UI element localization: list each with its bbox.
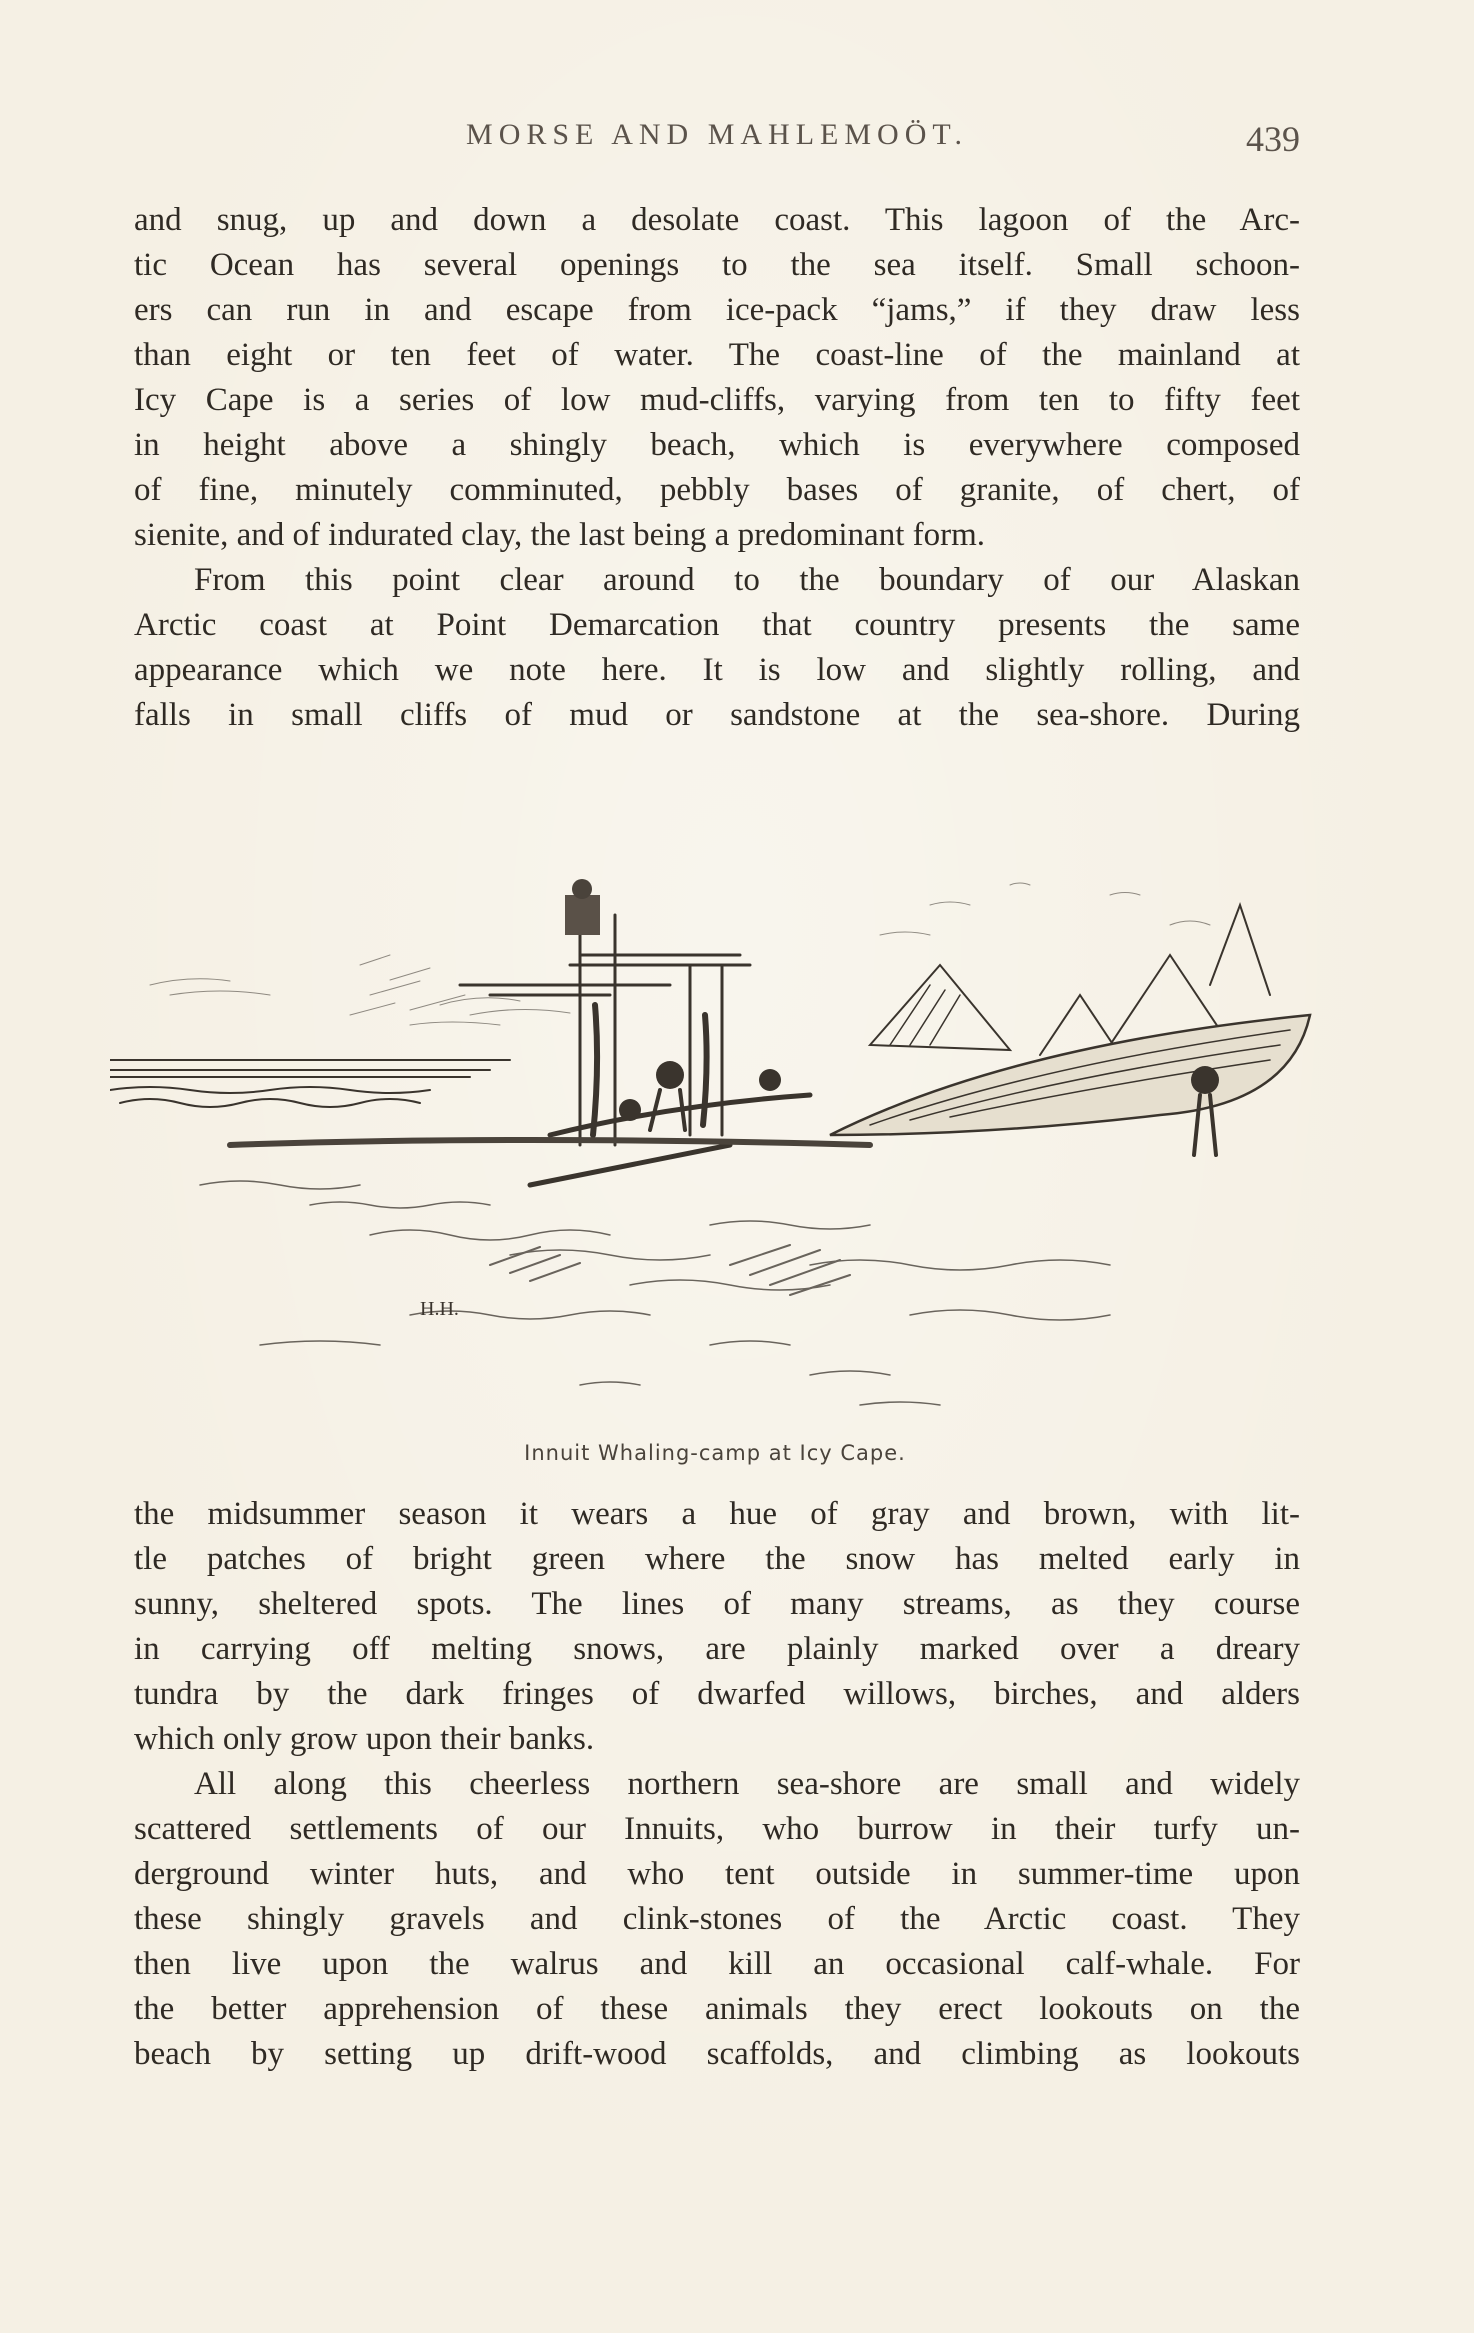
text-line: beach by setting up drift-wood scaffolds, and climbing as lookouts [134, 2036, 1300, 2072]
text-line: in carrying off melting snows, are plainly marked over a dreary [134, 1631, 1300, 1667]
text-line: derground winter huts, and who tent outside in summer-time upon [134, 1856, 1300, 1892]
text-line: and snug, up and down a desolate coast. This lagoon of the Arc- [134, 202, 1300, 238]
horizon-lines [110, 1060, 510, 1107]
text-line: Icy Cape is a series of low mud-cliffs, varying from ten to fifty feet [134, 382, 1300, 418]
shoreline [230, 1140, 870, 1145]
text-line: of fine, minutely comminuted, pebbly bases of granite, of chert, of [134, 472, 1300, 508]
text-line: tic Ocean has several openings to the sea itself. Small schoon- [134, 247, 1300, 283]
text-line: then live upon the walrus and kill an occasional calf-whale. For [134, 1946, 1300, 1982]
text-line: ers can run in and escape from ice-pack “jams,” if they draw less [134, 292, 1300, 328]
text-line: tundra by the dark fringes of dwarfed willows, birches, and alders [134, 1676, 1300, 1712]
bottom-paragraphs [134, 1492, 1300, 2077]
whaling-camp-illustration [110, 845, 1320, 1425]
top-paragraphs [134, 198, 1300, 738]
umiak-boat [830, 1015, 1310, 1135]
text-line: in height above a shingly beach, which is everywhere composed [134, 427, 1300, 463]
engraver-mark: H.H. [420, 1298, 459, 1320]
text-line: sunny, sheltered spots. The lines of many streams, as they course [134, 1586, 1300, 1622]
text-line: the midsummer season it wears a hue of gray and brown, with lit- [134, 1496, 1300, 1532]
text-line: All along this cheerless northern sea-shore are small and widely [194, 1766, 1300, 1802]
text-line: scattered settlements of our Innuits, who burrow in their turfy un- [134, 1811, 1300, 1847]
figure [110, 845, 1320, 1465]
text-line: falls in small cliffs of mud or sandstone at the sea-shore. During [134, 697, 1300, 733]
text-line: sienite, and of indurated clay, the last being a predominant form. [134, 517, 986, 553]
text-line: tle patches of bright green where the snow has melted early in [134, 1541, 1300, 1577]
figure-caption: Innuit Whaling-camp at Icy Cape. [524, 1441, 906, 1465]
text-line: appearance which we note here. It is low and slightly rolling, and [134, 652, 1300, 688]
page-header [134, 118, 1300, 170]
text-line: From this point clear around to the boundary of our Alaskan [194, 562, 1300, 598]
water-ripples [200, 1181, 1110, 1405]
running-head: MORSE AND MAHLEMOÖT. [466, 118, 968, 151]
text-line: these shingly gravels and clink-stones of the Arctic coast. They [134, 1901, 1300, 1937]
text-line: Arctic coast at Point Demarcation that country presents the same [134, 607, 1300, 643]
text-line: than eight or ten feet of water. The coast-line of the mainland at [134, 337, 1300, 373]
text-line: the better apprehension of these animals they erect lookouts on the [134, 1991, 1300, 2027]
page-number: 439 [1246, 119, 1300, 159]
text-line: which only grow upon their banks. [134, 1721, 595, 1757]
